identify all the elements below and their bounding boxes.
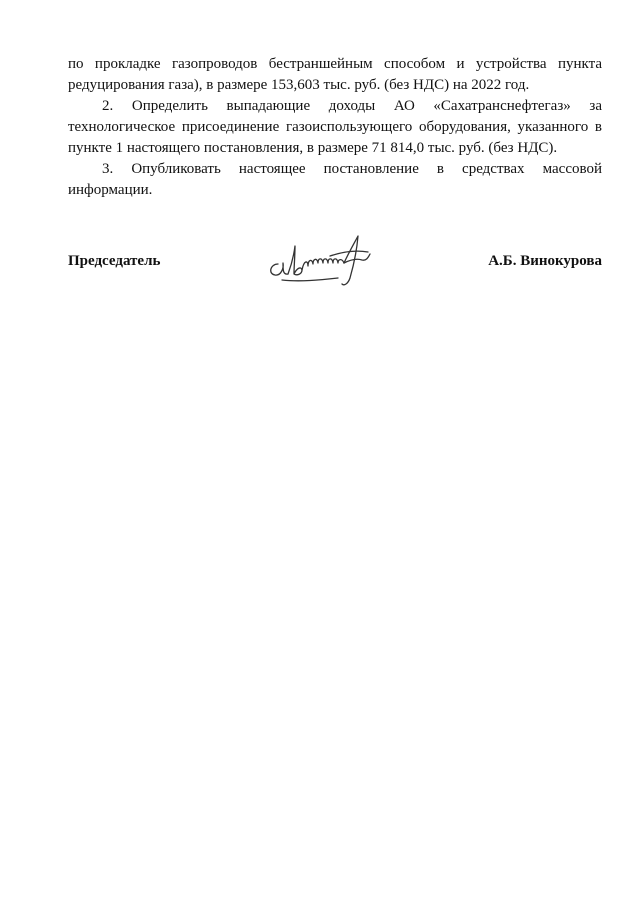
document-body (68, 54, 602, 201)
handwritten-signature (264, 230, 384, 290)
signatory-name: А.Б. Винокурова (488, 253, 602, 269)
paragraph-item-2: 2. Определить выпадающие доходы АО «Сахатранснефтегаз» за технологическое присоединение газоиспользующего оборудования, указанного в пункте 1 настоящего постановления, в размере 71 814,0 тыс. руб. (без НДС). (68, 98, 602, 156)
paragraph-continuation: по прокладке газопроводов бестраншейным способом и устройства пункта редуцирования газа), в размере 153,603 тыс. руб. (без НДС) на 2022 год. (68, 56, 602, 93)
signatory-title: Председатель (68, 253, 161, 269)
paragraph-item-3: 3. Опубликовать настоящее постановление в средствах массовой информации. (68, 161, 602, 198)
signature-block (68, 230, 602, 290)
